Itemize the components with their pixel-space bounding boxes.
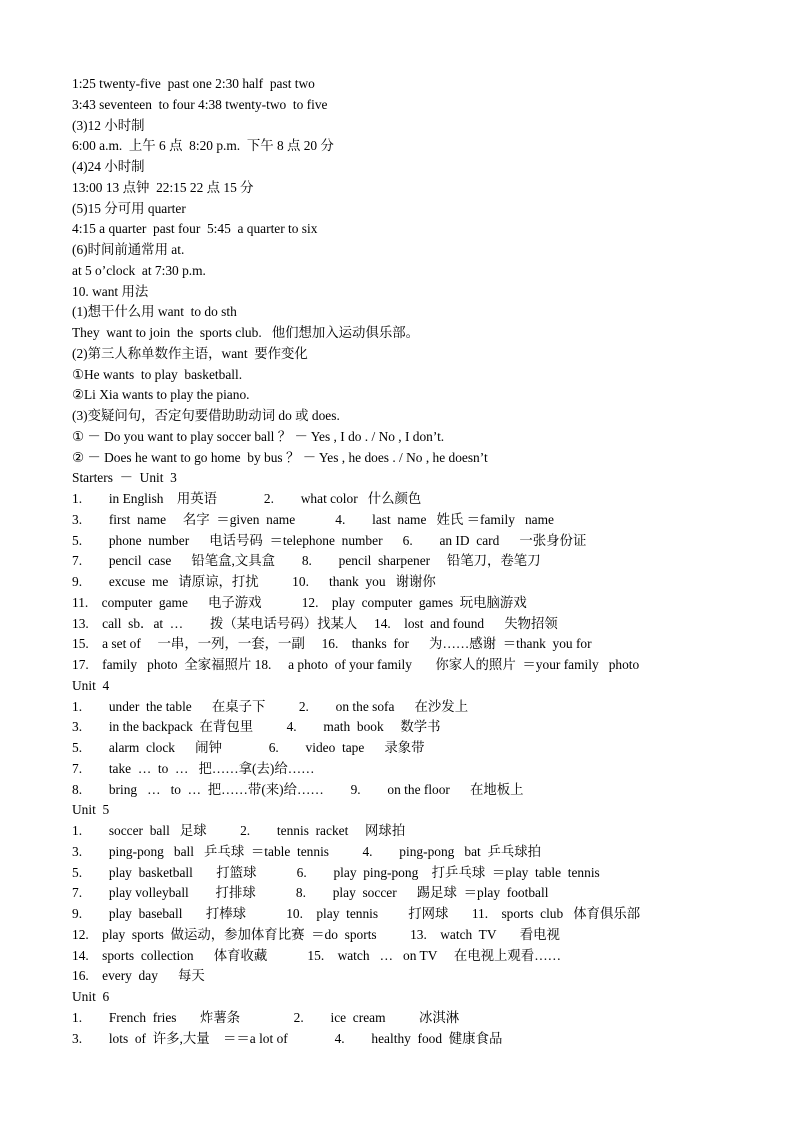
vocab-line: 1. French fries 炸薯条 2. ice cream 冰淇淋 (72, 1009, 460, 1025)
text-line: 3:43 seventeen to four 4:38 twenty-two to five (72, 96, 328, 112)
vocab-line: 14. sports collection 体育收藏 15. watch … on TV 在电视上观看…… (72, 947, 561, 963)
text-line: at 5 o’clock at 7:30 p.m. (72, 262, 206, 278)
unit-heading: Starters － Unit 3 (72, 470, 177, 486)
vocab-line: 1. soccer ball 足球 2. tennis racket 网球拍 (72, 823, 406, 838)
unit-heading: Unit 6 (72, 989, 110, 1004)
section-heading: 10. want 用法 (72, 283, 149, 299)
vocab-line: 11. computer game 电子游戏 12. play computer games 玩电脑游戏 (72, 594, 527, 610)
vocab-line: 13. call sb．at … 拨（某电话号码）找某人 14. lost and found 失物招领 (72, 615, 558, 631)
section-heading: (4)24 小时制 (72, 159, 145, 174)
text-line: 4:15 a quarter past four 5:45 a quarter to six (72, 221, 318, 237)
vocab-line: 9. excuse me 请原谅，打扰 10. thank you 谢谢你 (72, 574, 436, 589)
vocab-line: 5. play basketball 打篮球 6. play ping-pong 打乒乓球 ＝play table tennis (72, 864, 600, 880)
vocab-line: 5. phone number 电话号码 ＝telephone number 6. an ID card 一张身份证 (72, 532, 587, 548)
vocab-line: 7. take … to … 把……拿(去)给…… (72, 760, 315, 776)
vocab-line: 15. a set of 一串，一列，一套，一副 16. thanks for 为……感谢 ＝thank you for (72, 636, 592, 652)
text-line: ①He wants to play basketball. (72, 366, 243, 382)
text-line: They want to join the sports club. 他们想加入运动俱乐部。 (72, 325, 420, 340)
vocab-line: 9. play baseball 打棒球 10. play tennis 打网球 11. sports club 体育俱乐部 (72, 906, 641, 921)
vocab-line: 3. in the backpack 在背包里 4. math book 数学书 (72, 719, 441, 735)
section-heading: (3)变疑问句，否定句要借助助动词 do 或 does. (72, 408, 340, 423)
vocab-line: 1. in English 用英语 2. what color 什么颜色 (72, 491, 422, 506)
section-heading: (3)12 小时制 (72, 117, 145, 133)
vocab-line: 7. pencil case 铅笔盒,文具盒 8. pencil sharpener 铅笔刀，卷笔刀 (72, 553, 541, 569)
text-line: 13:00 13 点钟 22:15 22 点 15 分 (72, 179, 254, 195)
section-heading: (1)想干什么用 want to do sth (72, 304, 237, 320)
section-heading: (5)15 分可用 quarter (72, 200, 186, 216)
vocab-line: 8. bring … to … 把……带(来)给…… 9. on the floor 在地板上 (72, 781, 524, 797)
text-line: ① － Do you want to play soccer ball ？ － Yes , I do . / No , I don’t. (72, 428, 445, 444)
text-line: ② － Does he want to go home by bus ？ － Yes , he does . / No , he doesn’t (72, 449, 488, 465)
unit-heading: Unit 4 (72, 677, 110, 693)
vocab-line: 3. first name 名字 ＝given name 4. last name 姓氏 ＝family name (72, 511, 554, 527)
text-line: ②Li Xia wants to play the piano. (72, 387, 250, 403)
section-heading: (6)时间前通常用 at. (72, 242, 185, 257)
text-line: 1:25 twenty-five past one 2:30 half past two (72, 76, 315, 91)
text-line: 6:00 a.m. 上午 6 点 8:20 p.m. 下午 8 点 20 分 (72, 138, 334, 154)
vocab-line: 12. play sports 做运动，参加体育比赛 ＝do sports 13. watch TV 看电视 (72, 926, 560, 942)
unit-heading: Unit 5 (72, 802, 110, 818)
document-page (72, 74, 732, 1049)
vocab-line: 16. every day 每天 (72, 968, 205, 984)
vocab-line: 17. family photo 全家福照片 18. a photo of your family 你家人的照片 ＝your family photo (72, 657, 640, 672)
vocab-line: 7. play volleyball 打排球 8. play soccer 踢足球 ＝play football (72, 885, 549, 901)
vocab-line: 1. under the table 在桌子下 2. on the sofa 在沙发上 (72, 698, 469, 714)
vocab-line: 5. alarm clock 闹钟 6. video tape 录象带 (72, 740, 425, 755)
vocab-line: 3. lots of 许多,大量 ＝＝a lot of 4. healthy food 健康食品 (72, 1030, 503, 1046)
section-heading: (2)第三人称单数作主语，want 要作变化 (72, 345, 308, 361)
vocab-line: 3. ping-pong ball 乒乓球 ＝table tennis 4. ping-pong bat 乒乓球拍 (72, 843, 542, 859)
